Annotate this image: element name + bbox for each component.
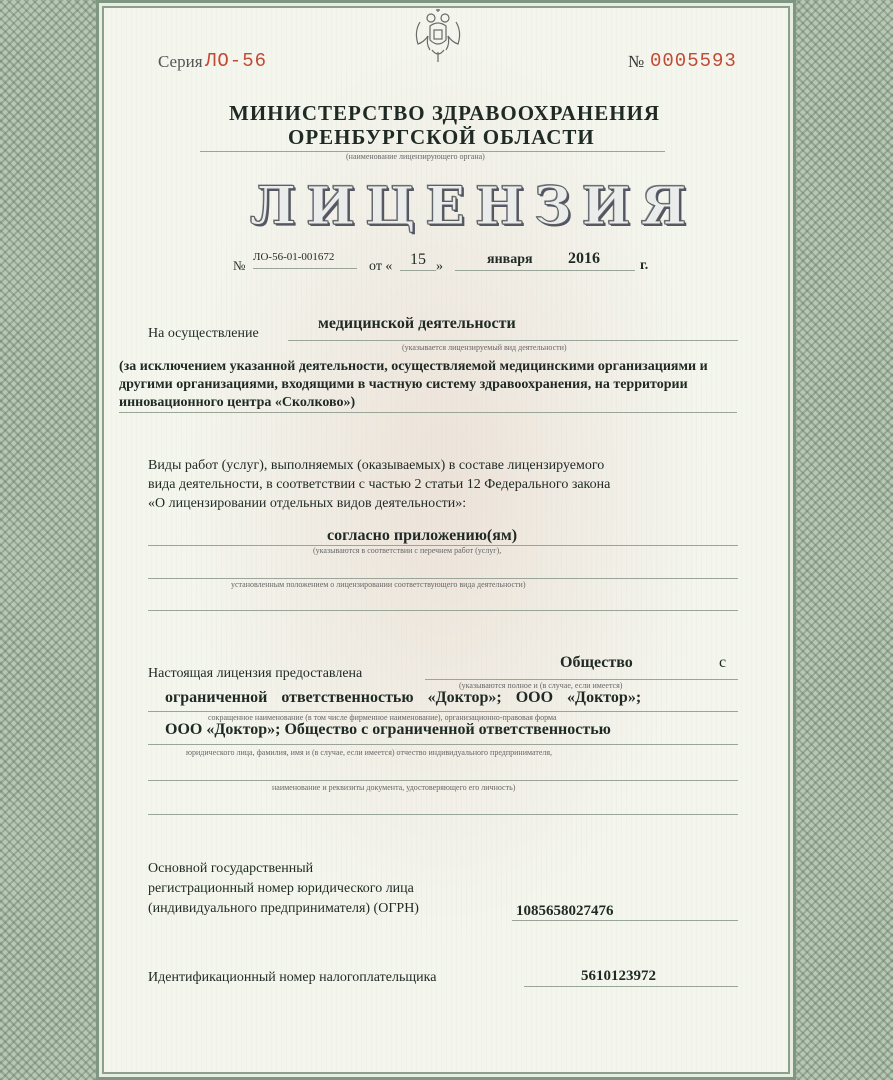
license-year-suffix: г. [640, 258, 649, 273]
number-label: № [628, 52, 645, 71]
holder-label: Настоящая лицензия предоставлена [148, 666, 363, 681]
authority-line1: МИНИСТЕРСТВО ЗДРАВООХРАНЕНИЯ [229, 101, 661, 125]
activity-note-line1: (за исключением указанной деятельности, осуществляемой медицинскими организациями и [119, 359, 708, 374]
works-underline2 [148, 578, 738, 579]
holder-hint1: (указываются полное и (в случае, если имеется) [459, 681, 623, 690]
license-number-label: № [233, 258, 246, 273]
license-day: 15 [410, 251, 426, 268]
holder-underline3 [148, 744, 738, 745]
holder-value-line2: ограниченной ответственностью «Доктор»; ООО «Доктор»; [165, 689, 642, 706]
works-line2: вида деятельности, в соответствии с частью 2 статьи 12 Федерального закона [148, 477, 611, 492]
series-value: ЛО-56 [205, 50, 268, 72]
coat-of-arms-icon [412, 8, 464, 64]
document-title: ЛИЦЕНЗИЯ [250, 176, 697, 237]
license-year: 2016 [568, 250, 600, 267]
license-day-close-quote: » [436, 259, 443, 274]
ogrn-value: 1085658027476 [516, 903, 614, 919]
ogrn-line3: (индивидуального предпринимателя) (ОГРН) [148, 901, 419, 916]
authority-hint: (наименование лицензирующего органа) [346, 152, 485, 161]
license-number-underline [253, 268, 357, 269]
holder-value-word1: Общество [560, 654, 633, 671]
activity-note-line3: инновационного центра «Сколково») [119, 395, 356, 410]
holder-value-line3: ООО «Доктор»; Общество с ограниченной ответственностью [165, 721, 611, 738]
activity-value: медицинской деятельности [318, 315, 516, 332]
works-hint2: установленным положением о лицензировании соответствующего вида деятельности) [231, 580, 526, 589]
holder-underline5 [148, 814, 738, 815]
holder-hint3: юридического лица, фамилия, имя и (в случае, если имеется) отчество индивидуального предпринимателя, [186, 748, 553, 757]
license-month: января [487, 252, 533, 267]
holder-hint4: наименование и реквизиты документа, удостоверяющего его личность) [272, 783, 516, 792]
series-label: Серия [158, 52, 203, 71]
license-day-underline [400, 270, 436, 271]
activity-label: На осуществление [148, 326, 259, 341]
activity-note-underline [119, 412, 737, 413]
holder-value-word2: с [719, 654, 727, 671]
holder-underline2 [148, 711, 738, 712]
authority-line2: ОРЕНБУРГСКОЙ ОБЛАСТИ [288, 125, 595, 149]
inn-label: Идентификационный номер налогоплательщика [148, 970, 437, 985]
ogrn-underline [512, 920, 738, 921]
license-date-underline [455, 270, 635, 271]
works-hint1: (указываются в соответствии с перечнем работ (услуг), [313, 546, 502, 555]
activity-note-line2: другими организациями, входящими в частную систему здравоохранения, на территории [119, 377, 688, 392]
works-underline3 [148, 610, 738, 611]
ogrn-line2: регистрационный номер юридического лица [148, 881, 414, 896]
activity-underline [288, 340, 738, 341]
inn-underline [524, 986, 738, 987]
inn-value: 5610123972 [581, 968, 656, 984]
works-value: согласно приложению(ям) [327, 527, 518, 544]
license-date-from-label: от « [369, 259, 393, 274]
number-value: 0005593 [650, 50, 737, 72]
works-line3: «О лицензировании отдельных видов деятельности»: [148, 496, 467, 511]
holder-underline1 [425, 679, 738, 680]
works-line1: Виды работ (услуг), выполняемых (оказываемых) в составе лицензируемого [148, 458, 605, 473]
holder-hint2: сокращенное наименование (в том числе фирменное наименование), организационно-правовая форма [208, 713, 557, 722]
ogrn-line1: Основной государственный [148, 861, 314, 876]
activity-hint: (указывается лицензируемый вид деятельности) [402, 343, 567, 352]
license-number-value: ЛО-56-01-001672 [253, 251, 335, 263]
holder-underline4 [148, 780, 738, 781]
